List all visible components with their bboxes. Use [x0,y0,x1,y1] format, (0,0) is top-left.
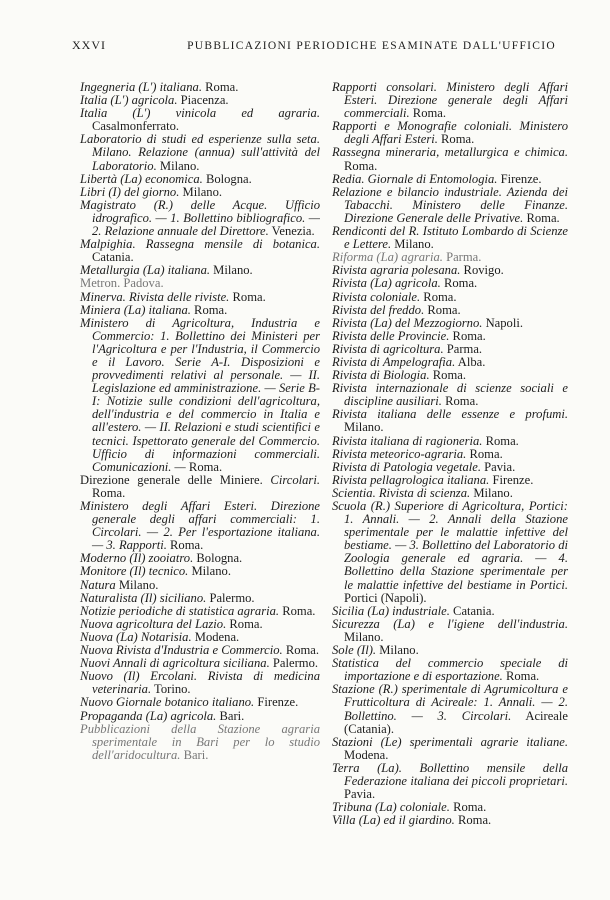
publication-title: Rendiconti del R. Istituto Lombardo di Scienze e Lettere. [332,224,568,252]
publication-title: Rivista (La) agricola. [332,276,441,291]
publication-place: Roma. [443,276,478,291]
publication-place: Piacenza. [180,93,229,108]
index-entry [80,238,320,264]
publication-title: Rivista di agricoltura. [332,341,444,356]
publication-title: Rivista delle Provincie. [332,328,450,343]
publication-title: Rapporti e Monografie coloniali. Ministero degli Affari Esteri. [332,119,568,147]
index-entry [332,186,568,225]
publication-place: Roma. [194,302,228,317]
publication-title: Terra (La). Bollettino mensile della Federazione italiana dei piccoli proprietari. [332,760,568,788]
publication-title: Scientia. Rivista di scienza. [332,485,471,500]
index-entry [80,133,320,172]
index-entry [332,618,568,644]
right-column [332,81,568,827]
index-entry [332,736,568,762]
publication-title: Nuova agricoltura del Lazio. [80,616,227,631]
publication-title: Riforma (La) agraria. [332,250,443,265]
index-entry [332,683,568,735]
index-entry [80,199,320,238]
index-entry [80,500,320,552]
publication-place: Catania. [453,603,495,618]
publication-place: Pavia. [484,459,516,474]
publication-title: Malpighia. Rassegna mensile di botanica. [80,237,320,252]
running-title: PUBBLICAZIONI PERIODICHE ESAMINATE DALL'UFFICIO [187,40,556,52]
publication-title: Rivista (La) del Mezzogiorno. [332,315,483,330]
publication-title: Sicurezza (La) e l'igiene dell'industria. [332,616,568,631]
publication-place: Torino. [154,682,191,697]
publication-place: Roma. [229,616,263,631]
publication-title: Sole (Il). [332,643,377,658]
publication-title: Italia (L') vinicola ed agraria. [80,106,320,121]
publication-title: Relazione e bilancio industriale. Azienda dei Tabacchi. Ministero delle Finanze. Direzione Generale delle Privative. [332,184,568,225]
index-entry [332,120,568,146]
publication-place: Direzione generale delle Miniere. [80,472,263,487]
publication-place: Metron. Padova. [80,276,164,291]
publication-place: Roma. [170,538,204,553]
index-entry [332,382,568,408]
publication-place: Catania. [92,250,134,265]
publication-title: Nuovo (Il) Ercolani. Rivista di medicina veterinaria. [80,669,320,697]
publication-place: Napoli. [485,315,524,330]
publication-title: Nuova (La) Notarisia. [80,629,192,644]
index-entry [80,670,320,696]
publication-place: Roma. [457,813,492,828]
publication-place: Roma. [92,485,126,500]
publication-title: Metallurgia (La) italiana. [80,263,211,278]
publication-subtitle: Circolari. [270,472,320,487]
publication-place: Roma. [205,80,239,94]
publication-title: Monitore (Il) tecnico. [80,564,189,579]
publication-place: Modena. [344,747,389,762]
publication-place: Roma. [232,289,266,304]
index-entry [332,146,568,172]
publication-place: Roma. [441,132,475,147]
publication-place: Milano. [344,420,384,435]
publication-place: Bari. [219,708,245,723]
publication-title: Naturalista (Il) siciliano. [80,590,207,605]
index-entry [80,107,320,133]
publication-title: Libertà (La) economica. [80,171,203,186]
publication-title: Redia. Giornale di Entomologia. [332,171,498,186]
publication-title: Sicilia (La) industriale. [332,603,450,618]
publication-place: Roma. [344,158,378,173]
publication-title: Ministero degli Affari Esteri. Direzione generale degli affari commerciali: 1. Circolari. — 2. Per l'esportazione italiana. — 3. Rapporti. [80,499,320,553]
publication-place: Roma. [427,302,461,317]
publication-title: Pubblicazioni della Stazione agraria sperimentale in Bari per lo studio dell'aridocultura. [80,721,320,762]
publication-place: Roma. [188,459,223,474]
publication-title: Rivista meteorico-agraria. [332,446,467,461]
publication-place: Roma. [452,328,486,343]
publication-place: Palermo. [272,656,319,671]
publication-title: Nuovo Giornale botanico italiano. [80,695,255,710]
publication-place: Firenze. [500,171,542,186]
publication-title: Ingegneria (L') italiana. [80,80,202,94]
publication-place: Roma. [412,106,447,121]
publication-place: Milano. [213,263,253,278]
publication-place: Milano. [473,485,513,500]
publication-title: Magistrato (R.) delle Acque. Ufficio idrografico. — 1. Bollettino bibliografico. — 2. Relazione annuale del Direttore. [80,197,320,239]
index-entry [332,500,568,605]
publication-place: Palermo. [209,590,255,605]
publication-place: Roma. [453,800,487,815]
publication-place: Venezia. [271,224,315,239]
publication-title: Tribuna (La) coloniale. [332,800,450,815]
publication-title: Rivista pellagrologica italiana. [332,472,490,487]
publication-place: Roma. [485,433,519,448]
publication-place: Roma. [423,289,457,304]
page-header [72,38,556,53]
publication-place: Milano. [394,237,434,252]
publication-place: Milano. [118,577,159,592]
publication-title: Italia (L') agricola. [80,93,178,108]
publication-place: Milano. [182,184,223,199]
index-entry [80,723,320,762]
publication-title: Rivista internazionale di scienze sociali e discipline ausiliari. [332,381,568,409]
publication-title: Laboratorio di studi ed esperienze sulla seta. Milano. Relazione (annua) sull'attività del Laboratorio. [80,132,320,173]
publication-place: Alba. [457,354,486,369]
publication-place: Milano. [344,629,384,644]
index-entry [80,565,320,578]
index-entry [332,762,568,801]
publication-place: Roma. [505,669,540,684]
publication-place: Milano. [379,643,419,658]
publication-place: Roma. [282,603,316,618]
publication-title: Nuovi Annali di agricoltura siciliana. [80,656,270,671]
index-entry [332,814,568,827]
index-entry [332,225,568,251]
publication-title: Rivista del freddo. [332,302,425,317]
publication-place: Roma. [469,446,503,461]
publication-title: Statistica del commercio speciale di importazione e di esportazione. [332,656,568,684]
publication-title: Stazioni (Le) sperimentali agrarie italiane. [332,734,568,749]
publication-place: Portici (Napoli). [344,590,427,605]
publication-place: Milano. [191,564,231,579]
publication-place: Firenze. [492,472,534,487]
publication-title: Stazione (R.) sperimentale di Agrumicoltura e Frutticoltura di Acireale: 1. Annali. — 2. Bollettino. — 3. Circolari. [332,682,568,723]
publication-place: Acireale (Catania). [344,708,568,736]
index-entry [332,657,568,683]
publication-title: Notizie periodiche di statistica agraria. [80,603,280,618]
publication-title: Rivista italiana delle essenze e profumi. [332,407,568,422]
publication-title: Villa (La) ed il giardino. [332,813,455,828]
publication-title: Rivista coloniale. [332,289,421,304]
publication-place: Roma. [285,643,320,658]
publication-place: Casalmonferrato. [92,119,180,134]
publication-title: Rassegna mineraria, metallurgica e chimica. [332,145,568,160]
page-number: XXVI [72,38,106,52]
publication-place: Rovigo. [463,263,504,278]
publication-place: Firenze. [257,695,299,710]
publication-title: Libri (I) del giorno. [80,184,180,199]
publication-title: Rivista di Patologia vegetale. [332,459,481,474]
publication-place: Modena. [194,629,240,644]
publication-place: Roma. [445,394,479,409]
index-entry [80,474,320,500]
publication-title: Propaganda (La) agricola. [80,708,217,723]
publication-title: Miniera (La) italiana. [80,302,191,317]
publication-title: Rivista di Biologia. [332,368,430,383]
publication-place: Bologna. [196,551,243,566]
publication-title: Rapporti consolari. Ministero degli Affari Esteri. Direzione generale degli Affari commerciali. [332,80,568,121]
left-column [80,81,320,762]
publication-title: Nuova Rivista d'Industria e Commercio. [80,643,283,658]
publication-place: Roma. [432,368,466,383]
publication-title: Rivista italiana di ragioneria. [332,433,483,448]
publication-place: Pavia. [344,787,376,802]
publication-title: Moderno (Il) zooiatro. [80,551,194,566]
publication-place: Parma. [446,341,483,356]
index-entry [332,81,568,120]
index-entry [332,408,568,434]
publication-place: Parma. [446,250,482,265]
publication-title: Natura [80,577,116,592]
publication-place: Roma. [526,210,560,225]
publication-title: Rivista agraria polesana. [332,263,461,278]
index-entry [80,317,320,474]
publication-title: Scuola (R.) Superiore di Agricoltura, Portici: 1. Annali. — 2. Annali della Stazione sperimentale per le malattie infettive del bestiame. — 3. Bollettino del Laboratorio di Zoologia generale ed agraria. — 4. Bollettino della Stazione sperimentale per le malattie infettive del bestiame in Portici. [332,499,568,592]
publication-title: Rivista di Ampelografia. [332,354,456,369]
publication-place: Milano. [159,158,200,173]
publication-title: Minerva. Rivista delle riviste. [80,289,230,304]
publication-place: Bologna. [205,171,252,186]
publication-title: Ministero di Agricoltura, Industria e Commercio: 1. Bollettino dei Ministeri per l'Agricoltura e per l'Industria, il Commercio e il Lavoro. Serie A-I. Disposizioni e provvedimenti relativi al personale. — II. Legislazione ed amministrazione. — Serie B-I: Notizie sulle condizioni dell'agricoltura, dell'industria e del commercio in Italia e all'estero. — II. Relazioni e studi scientifici e tecnici. Ispettorato generale del Commercio. Ufficio di informazioni commerciali. Comunicazioni. — [80,315,320,474]
publication-place: Bari. [183,747,209,762]
